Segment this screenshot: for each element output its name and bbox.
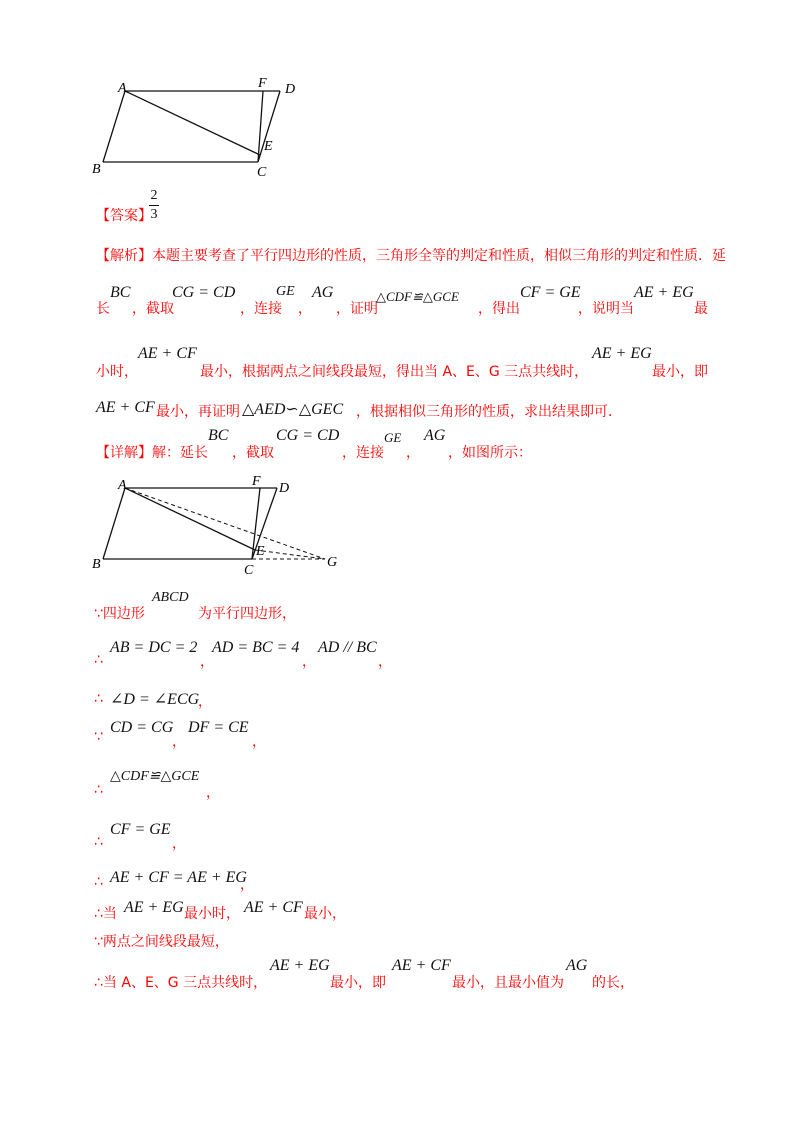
math-CG-eq-CD: CG = CD [276, 427, 340, 444]
math-AD-BC: AD = BC = 4 [212, 639, 300, 656]
math-similar: △AED∽△GEC [242, 401, 344, 418]
text: ，连接 [342, 445, 384, 461]
math-CD-CG: CD = CG [110, 719, 174, 736]
math-congruent: △CDF≌△GCE [110, 769, 200, 784]
math-GE: GE [276, 284, 295, 299]
math-sum-equality: AE + CF = AE + EG [110, 869, 247, 886]
analysis-label: 【解析】 [96, 248, 152, 264]
math-AE-CF: AE + CF [96, 399, 155, 416]
text: ，连接 [240, 301, 282, 317]
math-CF-GE: CF = GE [110, 821, 171, 838]
therefore-symbol: ∴ [94, 834, 103, 850]
math-BC: BC [208, 427, 229, 444]
text: ， [406, 445, 420, 461]
text: 小时， [96, 364, 138, 380]
text: 最小， [304, 906, 346, 922]
text: ，得出 [478, 301, 520, 317]
label-F: F [252, 474, 261, 489]
math-AE-CF: AE + CF [244, 899, 303, 916]
math-AE-EG: AE + EG [270, 957, 330, 974]
text: ，证明 [336, 301, 378, 317]
text: 最小，根据两点之间线段最短，得出当 A、E、G 三点共线时， [200, 364, 589, 380]
figure-parallelogram-2 [80, 470, 360, 580]
text: 最小，即 [330, 975, 386, 991]
therefore-symbol: ∴ [94, 975, 103, 991]
therefore-symbol: ∴ [94, 652, 103, 668]
therefore-symbol: ∴ [94, 691, 103, 707]
math-AB-DC: AB = DC = 2 [110, 639, 198, 656]
math-AE-EG: AE + EG [124, 899, 184, 916]
text: 最小时， [184, 906, 240, 922]
text: 为平行四边形， [198, 606, 296, 622]
text: ， [206, 785, 220, 801]
text: ，如图所示： [448, 445, 532, 461]
math-angle: ∠D = ∠ECG [110, 691, 200, 708]
therefore-symbol: ∴ [94, 874, 103, 890]
segment-BA [103, 91, 125, 162]
label-D: D [285, 82, 296, 97]
answer-numerator: 2 [150, 188, 158, 203]
analysis-line1: 本题主要考查了平行四边形的性质，三角形全等的判定和性质，相似三角形的判定和性质．延 [152, 248, 726, 264]
text: ， [172, 734, 186, 750]
math-AG: AG [312, 284, 334, 301]
text: 最小，再证明 [156, 404, 240, 420]
label-F: F [258, 76, 267, 91]
text: 当 [102, 906, 117, 922]
math-AG: AG [424, 427, 446, 444]
answer-fraction [149, 188, 159, 223]
math-congruent: △CDF≌△GCE [376, 289, 459, 304]
segment-AE [125, 91, 260, 155]
figure-parallelogram-1 [80, 70, 320, 185]
text: ， [200, 654, 214, 670]
text: ，截取 [132, 301, 174, 317]
detail-label: 【详解】 [96, 445, 152, 461]
math-AE-EG: AE + EG [592, 345, 652, 362]
math-DF-CE: DF = CE [188, 719, 249, 736]
math-CG-eq-CD: CG = CD [172, 284, 236, 301]
text: ， [378, 654, 392, 670]
math-ABCD: ABCD [152, 590, 189, 605]
text: 最小，且最小值为 [452, 975, 564, 991]
text: 两点之间线段最短， [102, 934, 229, 950]
label-A: A [118, 81, 127, 96]
label-E: E [264, 139, 273, 154]
math-GE: GE [384, 430, 402, 445]
label-B: B [92, 557, 101, 572]
math-AE-EG: AE + EG [634, 284, 694, 301]
because-symbol: ∵ [94, 934, 103, 950]
label-G: G [327, 555, 338, 570]
text: 四边形 [102, 606, 145, 622]
text: 解：延长 [152, 445, 208, 461]
math-BC: BC [110, 284, 131, 301]
label-E: E [256, 544, 265, 559]
math-AE-CF: AE + CF [138, 345, 197, 362]
text: 最 [694, 301, 708, 317]
text: ，根据相似三角形的性质，求出结果即可． [356, 404, 622, 420]
because-symbol: ∵ [94, 606, 103, 622]
segment-FC [258, 91, 263, 162]
math-AE-CF: AE + CF [392, 957, 451, 974]
text: ， [252, 734, 266, 750]
label-A: A [118, 478, 127, 493]
math-parallel: AD // BC [318, 639, 377, 656]
label-C: C [244, 563, 254, 578]
text: 当 A、E、G 三点共线时， [102, 975, 268, 991]
therefore-symbol: ∴ [94, 782, 103, 798]
math-AG: AG [566, 957, 588, 974]
text: ，说明当 [578, 301, 634, 317]
text: ， [198, 694, 212, 710]
math-CF-eq-GE: CF = GE [520, 284, 581, 301]
therefore-symbol: ∴ [94, 906, 103, 922]
text: ，截取 [232, 445, 274, 461]
text: ， [172, 836, 186, 852]
text: 的长， [592, 975, 634, 991]
label-B: B [92, 162, 101, 177]
because-symbol: ∵ [94, 729, 103, 745]
answer-label: 【答案】 [96, 208, 152, 224]
label-C: C [257, 165, 267, 180]
analysis-line2: 长 [96, 301, 110, 317]
text: ， [302, 654, 316, 670]
text: ， [298, 301, 312, 317]
answer-denominator: 3 [150, 207, 158, 222]
text: ， [240, 877, 254, 893]
text: 最小，即 [652, 364, 708, 380]
label-D: D [279, 481, 290, 496]
